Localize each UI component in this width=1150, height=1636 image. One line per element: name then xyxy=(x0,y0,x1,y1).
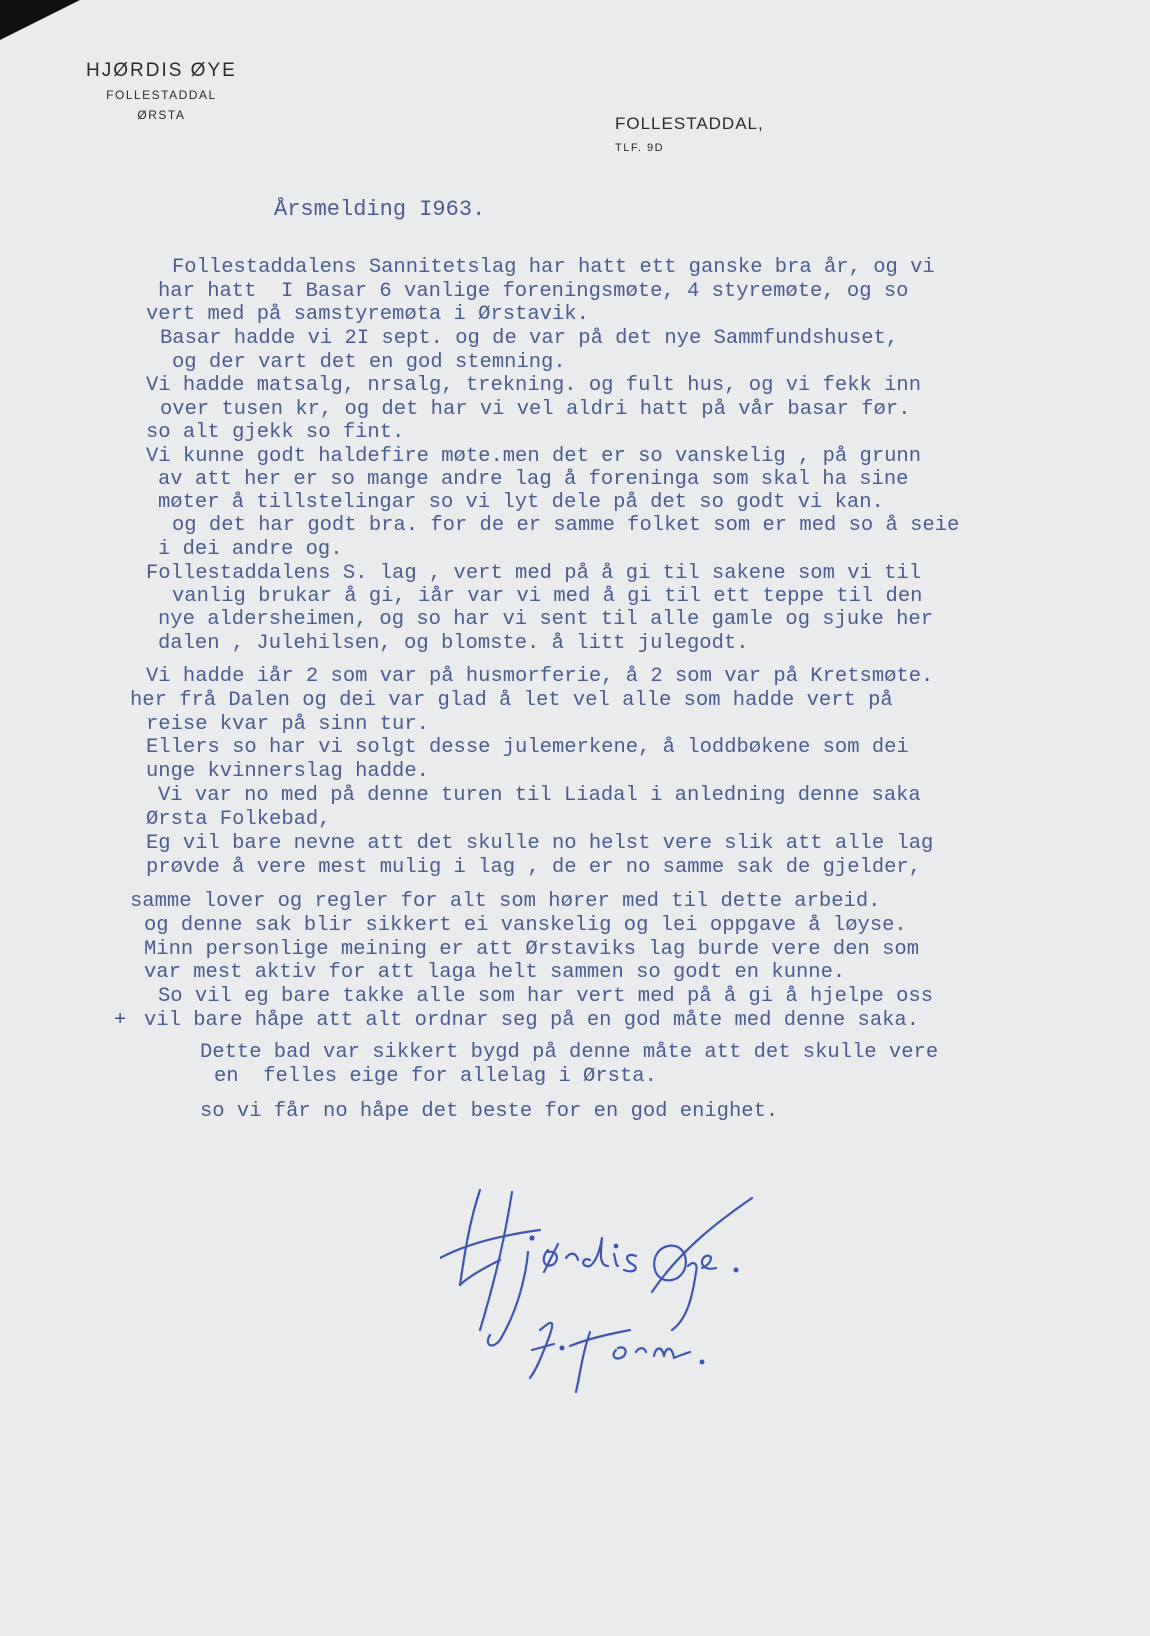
body-line: av att her er so mange andre lag å foreninga som skal ha sine xyxy=(158,468,909,491)
body-line: reise kvar på sinn tur. xyxy=(146,713,429,736)
document-title: Årsmelding I963. xyxy=(274,197,486,222)
body-line: Vi kunne godt haldefire møte.men det er so vanskelig , på grunn xyxy=(146,445,922,468)
body-line: var mest aktiv for att laga helt sammen so godt en kunne. xyxy=(144,961,846,984)
sender-address-line2: ØRSTA xyxy=(137,108,186,122)
body-line: og det har godt bra. for de er samme folket som er med so å seie xyxy=(172,514,960,537)
letterhead-sender xyxy=(86,60,237,122)
body-line: Follestaddalens Sannitetslag har hatt ett ganske bra år, og vi xyxy=(172,256,935,279)
body-line: i dei andre og. xyxy=(158,538,343,561)
body-line: her frå Dalen og dei var glad å let vel alle som hadde vert på xyxy=(130,689,893,712)
body-line: vert med på samstyremøta i Ørstavik. xyxy=(146,303,589,326)
place-name: FOLLESTADDAL, xyxy=(615,114,764,133)
body-line: Ellers so har vi solgt desse julemerkene, å loddbøkene som dei xyxy=(146,736,909,759)
body-line: unge kvinnerslag hadde. xyxy=(146,760,429,783)
body-line: dalen , Julehilsen, og blomste. å litt julegodt. xyxy=(158,632,749,655)
body-line: Basar hadde vi 2I sept. og de var på det nye Sammfundshuset, xyxy=(160,327,899,350)
body-line: Vi hadde matsalg, nrsalg, trekning. og fult hus, og vi fekk inn xyxy=(146,374,922,397)
body-line: vanlig brukar å gi, iår var vi med å gi til ett teppe til den xyxy=(172,585,923,608)
body-line: møter å tillstelingar so vi lyt dele på det so godt vi kan. xyxy=(158,491,884,514)
body-line: over tusen kr, og det har vi vel aldri hatt på vår basar før. xyxy=(160,398,911,421)
body-line: Ørsta Folkebad, xyxy=(146,808,331,831)
body-line: Vi hadde iår 2 som var på husmorferie, å 2 som var på Kretsmøte. xyxy=(146,665,934,688)
phone-number: TLF. 9D xyxy=(615,142,665,154)
body-line: en felles eige for allelag i Ørsta. xyxy=(214,1065,657,1088)
corner-fold xyxy=(0,0,80,40)
body-line: so alt gjekk so fint. xyxy=(146,421,405,444)
body-line: Dette bad var sikkert bygd på denne måte att det skulle vere xyxy=(200,1041,939,1064)
body-line: og denne sak blir sikkert ei vanskelig og lei oppgave å løyse. xyxy=(144,914,907,937)
sender-name: HJØRDIS ØYE xyxy=(86,60,237,81)
body-line: har hatt I Basar 6 vanlige foreningsmøte, 4 styremøte, og so xyxy=(158,280,909,303)
body-line: samme lover og regler for alt som hører med til dette arbeid. xyxy=(130,890,881,913)
sender-address-line1: FOLLESTADDAL xyxy=(106,88,217,102)
letterhead-place xyxy=(615,114,764,154)
body-line: vil bare håpe att alt ordnar seg på en god måte med denne saka. xyxy=(144,1009,920,1032)
handwritten-signature xyxy=(440,1180,800,1400)
body-line: Eg vil bare nevne att det skulle no helst vere slik att alle lag xyxy=(146,832,934,855)
margin-mark: + xyxy=(114,1009,127,1032)
body-line: nye aldersheimen, og so har vi sent til alle gamle og sjuke her xyxy=(158,608,934,631)
body-line: Minn personlige meining er att Ørstaviks lag burde vere den som xyxy=(144,938,920,961)
body-line: So vil eg bare takke alle som har vert med på å gi å hjelpe oss xyxy=(158,985,934,1008)
body-line: Follestaddalens S. lag , vert med på å gi til sakene som vi til xyxy=(146,562,922,585)
body-line: prøvde å vere mest mulig i lag , de er no samme sak de gjelder, xyxy=(146,856,922,879)
body-line: og der vart det en god stemning. xyxy=(172,351,566,374)
body-line: so vi får no håpe det beste for en god enighet. xyxy=(200,1100,779,1123)
body-line: Vi var no med på denne turen til Liadal i anledning denne saka xyxy=(158,784,921,807)
